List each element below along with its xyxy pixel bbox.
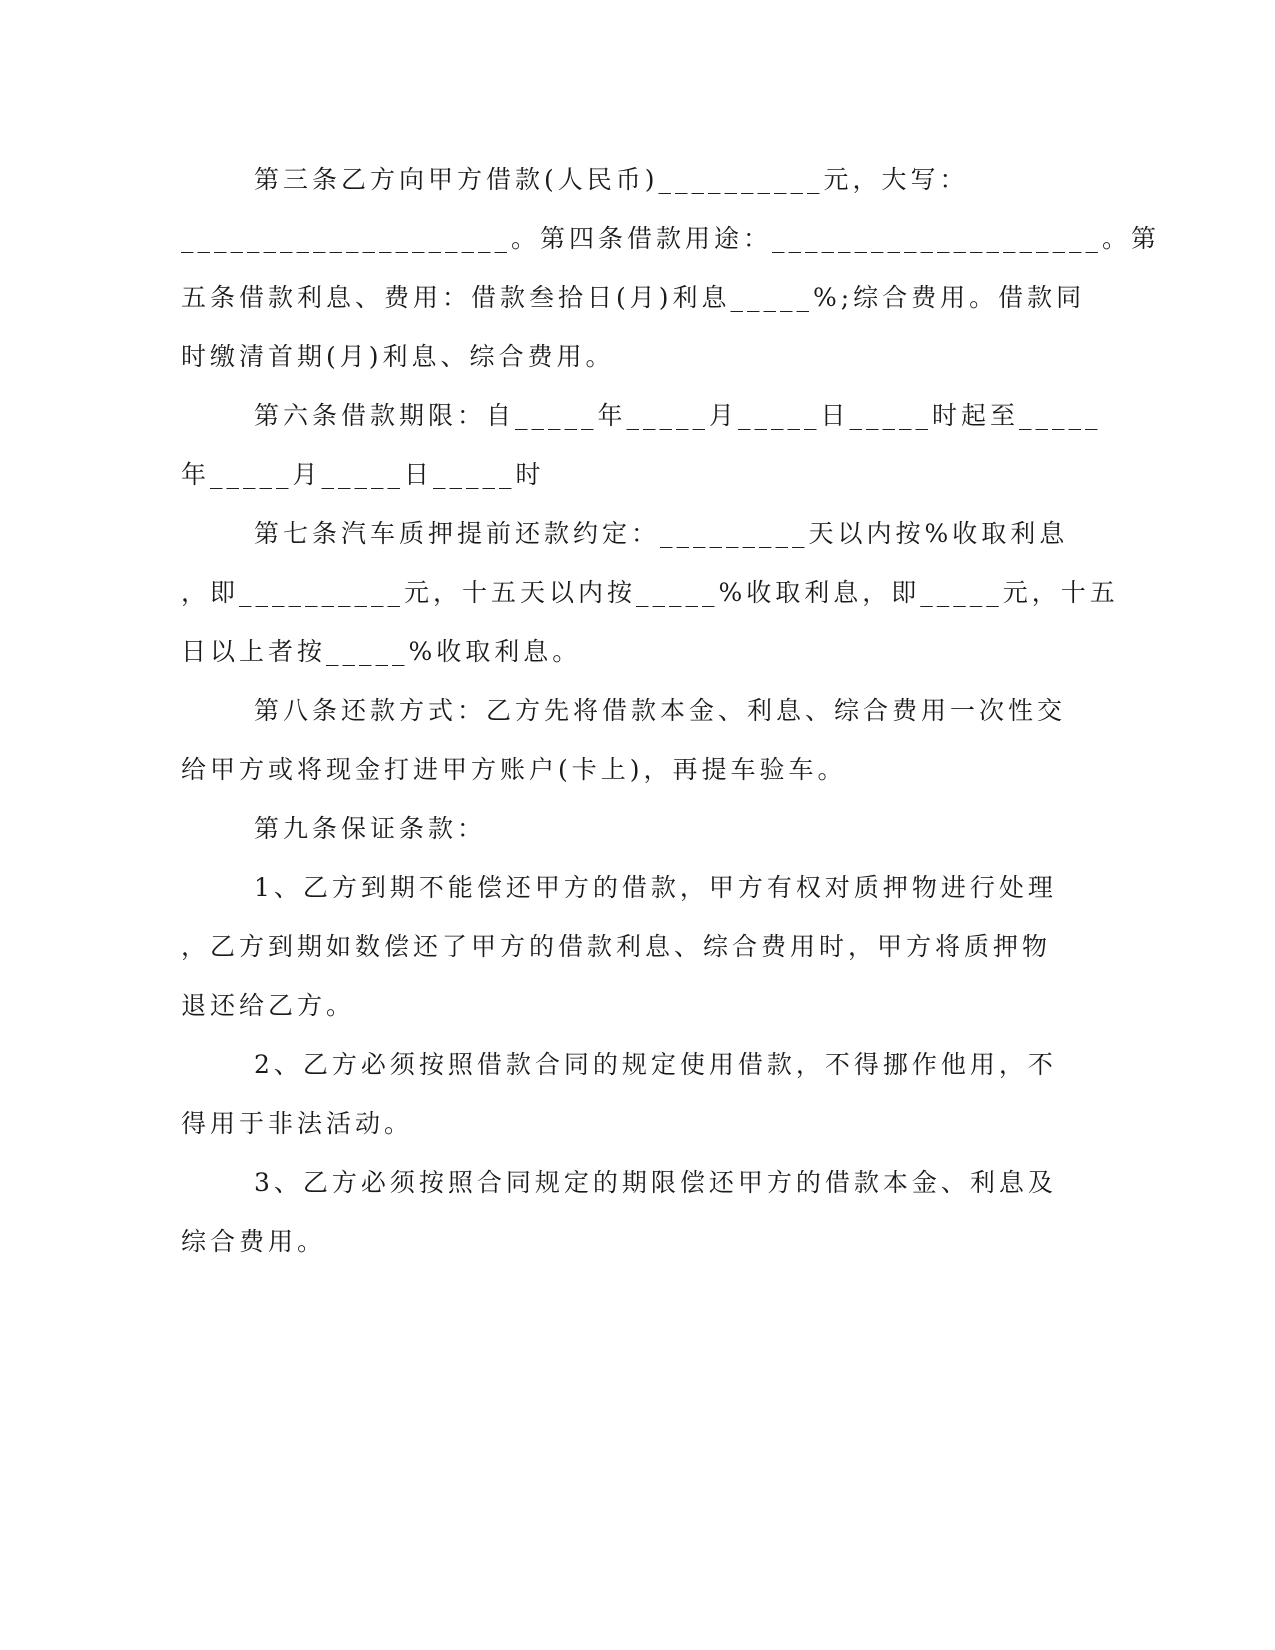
- text-line: 退还给乙方。: [181, 991, 356, 1020]
- text-line: 2、乙方必须按照借款合同的规定使用借款，不得挪作他用，不: [254, 1050, 1057, 1079]
- text-line: 第九条保证条款：: [254, 814, 487, 843]
- text-line: 第三条乙方向甲方借款(人民币)__________元，大写：: [254, 165, 969, 194]
- text-line: 日以上者按_____%收取利息。: [181, 637, 582, 666]
- text-line: 1、乙方到期不能偿还甲方的借款，甲方有权对质押物进行处理: [254, 873, 1057, 902]
- text-line: ，乙方到期如数偿还了甲方的借款利息、综合费用时，甲方将质押物: [181, 932, 1052, 961]
- text-line: ，即__________元，十五天以内按_____%收取利息，即_____元，十五: [181, 578, 1119, 607]
- text-line: 给甲方或将现金打进甲方账户(卡上)，再提车验车。: [181, 755, 847, 784]
- text-line: 时缴清首期(月)利息、综合费用。: [181, 342, 615, 371]
- text-line: 综合费用。: [181, 1227, 327, 1256]
- text-line: 得用于非法活动。: [181, 1109, 414, 1138]
- text-line: 五条借款利息、费用：借款叁拾日(月)利息_____%;综合费用。借款同: [181, 283, 1086, 312]
- text-line: 第八条还款方式：乙方先将借款本金、利息、综合费用一次性交: [254, 696, 1067, 725]
- text-line: 第六条借款期限：自_____年_____月_____日_____时起至_____: [254, 401, 1102, 430]
- text-line: 3、乙方必须按照合同规定的期限偿还甲方的借款本金、利息及: [254, 1168, 1057, 1197]
- text-line: 第七条汽车质押提前还款约定：_________天以内按%收取利息: [254, 519, 1069, 548]
- text-line: 年_____月_____日_____时: [181, 460, 545, 489]
- text-line: ____________________。第四条借款用途：____________________。第: [181, 224, 1161, 253]
